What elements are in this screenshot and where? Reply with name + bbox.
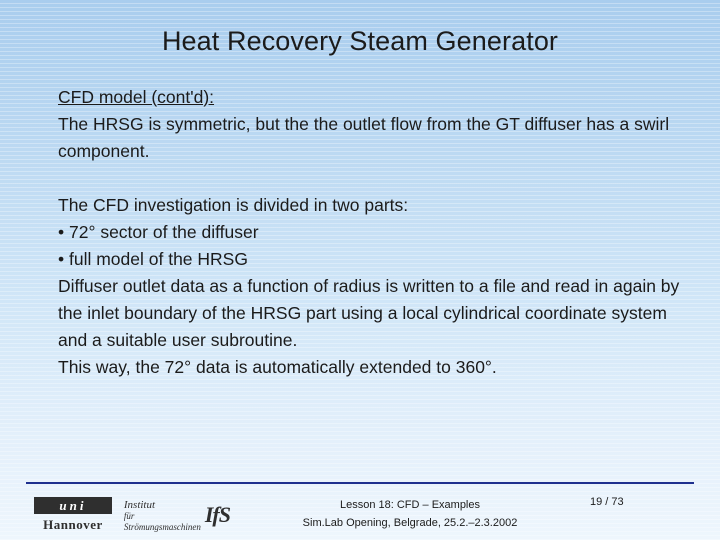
body-paragraph-1: The HRSG is symmetric, but the the outlet flow from the GT diffuser has a swirl component. (58, 114, 670, 161)
institute-line-3: Strömungsmaschinen (123, 521, 201, 532)
footer-divider (26, 482, 694, 484)
footer-lesson-title: Lesson 18: CFD – Examples (339, 499, 480, 511)
uni-hannover-mark (30, 496, 116, 534)
logo-hannover-text: Hannover (43, 517, 103, 532)
ifs-logo-text: IfS (204, 502, 230, 527)
body-paragraph-4: This way, the 72° data is automatically extended to 360°. (58, 357, 497, 377)
slide-body (58, 84, 698, 381)
footer-event-info: Sim.Lab Opening, Belgrade, 25.2.–2.3.2002 (302, 517, 518, 529)
paragraph-spacer (58, 165, 698, 192)
university-logo (30, 495, 230, 535)
institute-line-2: für (123, 510, 135, 521)
body-paragraph-3: Diffuser outlet data as a function of radius is written to a file and read in again by the inlet boundary of the HRSG part using a local cylindrical coordinate system and a suitable user subroutine. (58, 276, 680, 350)
list-item: • full model of the HRSG (58, 249, 248, 269)
list-item: • 72° sector of the diffuser (58, 222, 259, 242)
footer-center-text (240, 496, 580, 532)
logo-uni-text: uni (34, 497, 112, 514)
page-title: Heat Recovery Steam Generator (161, 26, 559, 56)
slide-footer (0, 490, 720, 540)
institute-line-1: Institut (123, 498, 156, 511)
page-number: 19 / 73 (590, 496, 624, 508)
body-heading: CFD model (cont'd): (58, 87, 215, 107)
institute-name (124, 498, 201, 533)
body-paragraph-2-intro: The CFD investigation is divided in two parts: (58, 195, 409, 215)
